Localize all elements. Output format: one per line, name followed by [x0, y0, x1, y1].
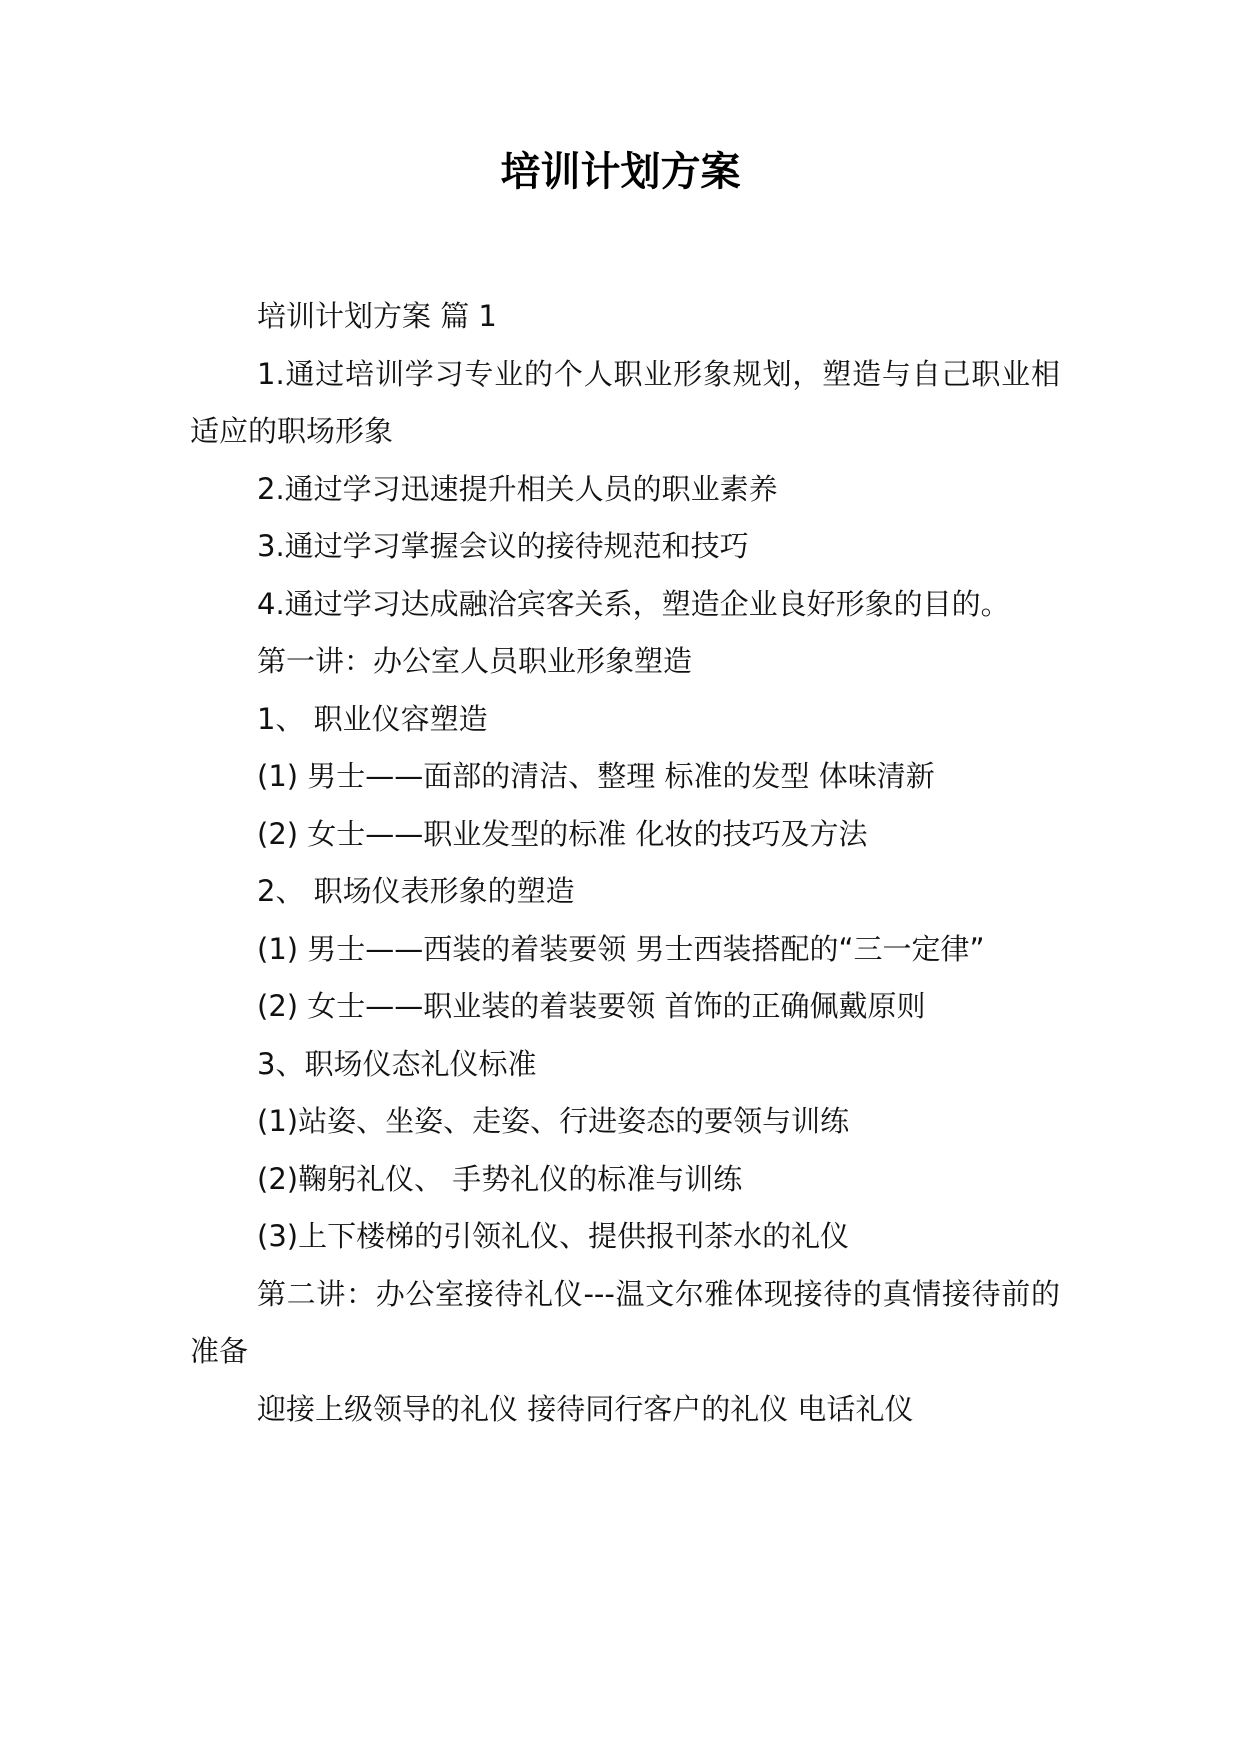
paragraph-goal-1: 1.通过培训学习专业的个人职业形象规划，塑造与自己职业相适应的职场形象: [190, 356, 1060, 448]
paragraph-section-3-item-1: (1)站姿、坐姿、走姿、行进姿态的要领与训练: [257, 1104, 850, 1138]
paragraph-section-3-item-3: (3)上下楼梯的引领礼仪、提供报刊茶水的礼仪: [257, 1219, 850, 1253]
paragraph-lecture-2-items: 迎接上级领导的礼仪 接待同行客户的礼仪 电话礼仪: [257, 1391, 914, 1426]
paragraph-lecture-1-title: 第一讲：办公室人员职业形象塑造: [257, 644, 693, 678]
paragraph-goal-3: 3.通过学习掌握会议的接待规范和技巧: [257, 529, 749, 563]
paragraph-section-2-item-1: (1) 男士——西装的着装要领 男士西装搭配的“三一定律”: [257, 931, 985, 966]
document-title: 培训计划方案: [500, 148, 741, 195]
paragraph-heading-part1: 培训计划方案 篇 1: [257, 299, 497, 333]
paragraph-section-1: 1、 职业仪容塑造: [257, 701, 488, 736]
paragraph-section-3: 3、职场仪态礼仪标准: [257, 1046, 537, 1081]
document-body: [190, 288, 1060, 1438]
paragraph-section-2: 2、 职场仪表形象的塑造: [257, 874, 575, 908]
paragraph-section-3-item-2: (2)鞠躬礼仪、 手势礼仪的标准与训练: [257, 1161, 743, 1196]
paragraph-section-2-item-2: (2) 女士——职业装的着装要领 首饰的正确佩戴原则: [257, 989, 926, 1023]
paragraph-goal-2: 2.通过学习迅速提升相关人员的职业素养: [257, 471, 778, 506]
paragraph-goal-4: 4.通过学习达成融洽宾客关系，塑造企业良好形象的目的。: [257, 586, 1010, 621]
paragraph-section-1-item-2: (2) 女士——职业发型的标准 化妆的技巧及方法: [257, 816, 868, 851]
paragraph-lecture-2-title: 第二讲：办公室接待礼仪---温文尔雅体现接待的真情接待前的准备: [190, 1276, 1060, 1368]
paragraph-section-1-item-1: (1) 男士——面部的清洁、整理 标准的发型 体味清新: [257, 759, 935, 793]
